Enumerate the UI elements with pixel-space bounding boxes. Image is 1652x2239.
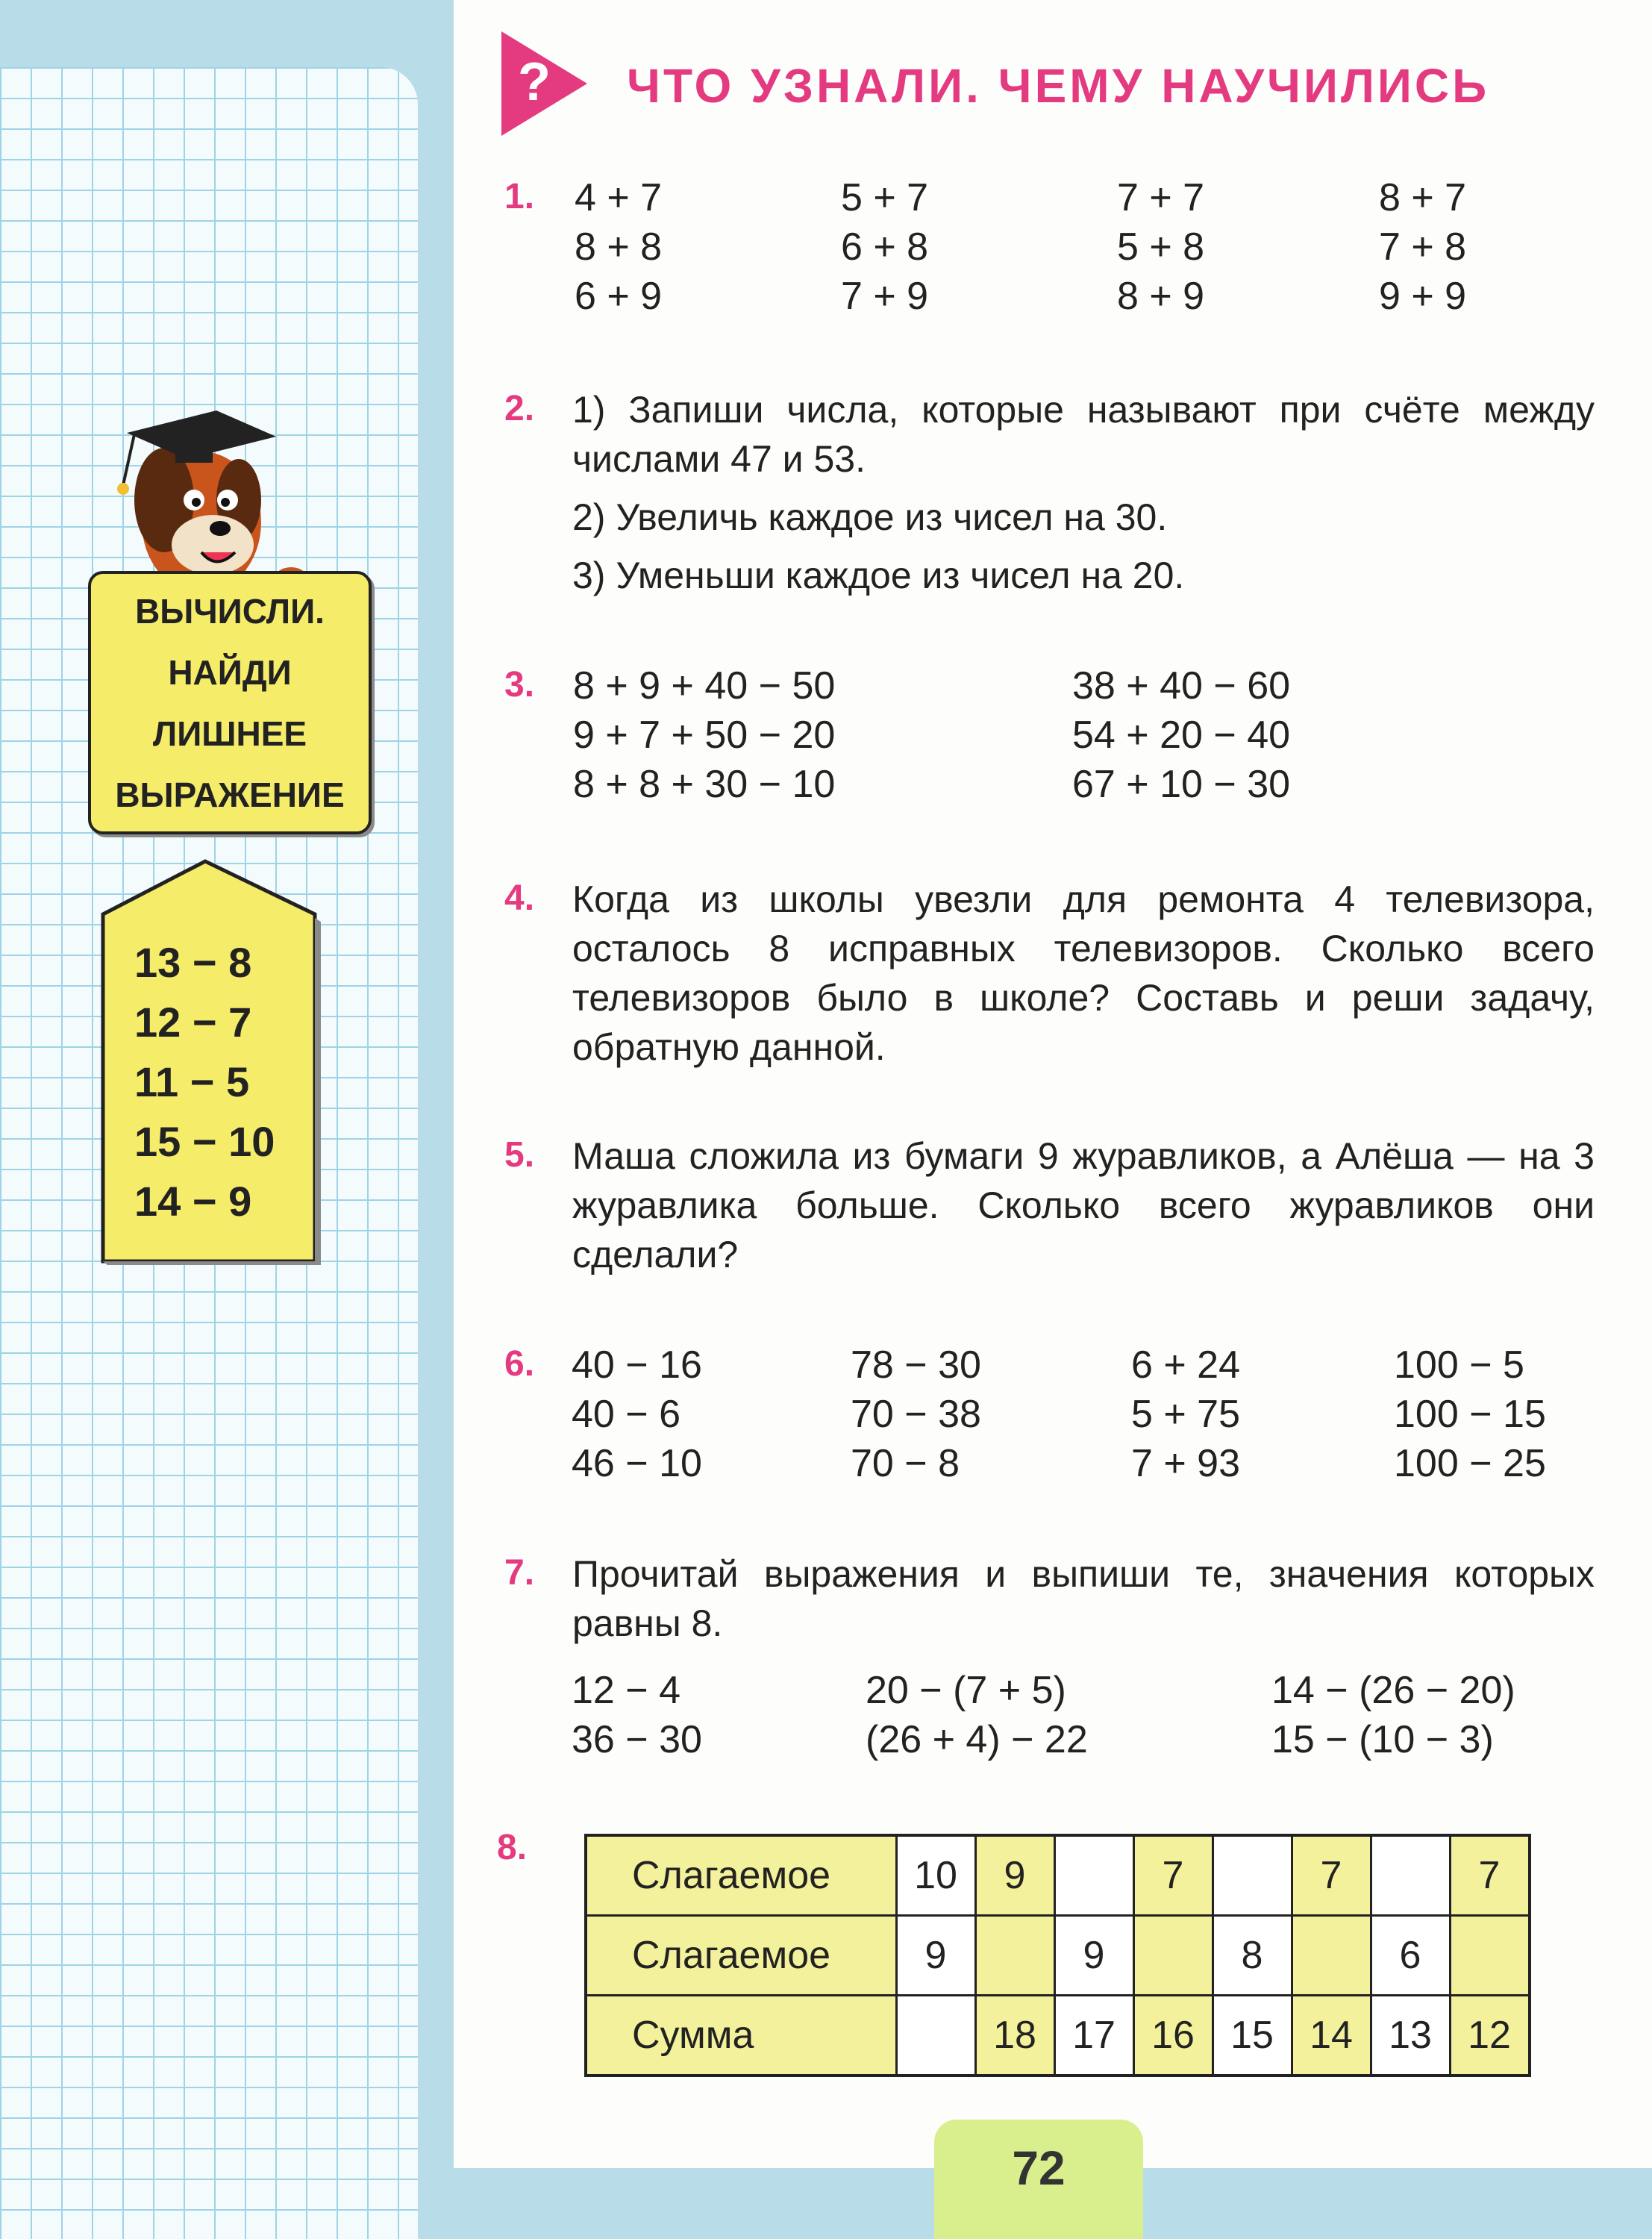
page-number: 72 — [934, 2120, 1143, 2239]
table-cell: 7 — [1133, 1835, 1213, 1916]
expression: 36 − 30 — [572, 1718, 702, 1761]
expression: 14 − (26 − 20) — [1271, 1669, 1515, 1712]
expression: 67 + 10 − 30 — [1072, 763, 1291, 806]
row-label: Слагаемое — [586, 1835, 896, 1916]
table-cell: 9 — [896, 1916, 975, 1996]
row-label: Слагаемое — [586, 1916, 896, 1996]
expression: 6 + 24 — [1131, 1343, 1241, 1387]
table-row — [586, 1835, 1530, 1916]
task7-column — [1271, 1666, 1515, 1764]
table-cell — [1054, 1835, 1133, 1916]
expression: 5 + 8 — [1117, 225, 1205, 269]
expression: 15 − (10 − 3) — [1271, 1718, 1494, 1761]
expression: 46 − 10 — [572, 1442, 702, 1485]
task3-column — [573, 661, 835, 809]
addends-sum-table — [584, 1834, 1531, 2077]
expression: 6 + 9 — [575, 275, 663, 318]
table-row — [586, 1996, 1530, 2076]
task-number: 3. — [504, 665, 535, 705]
sign-line: ВЫРАЖЕНИЕ — [115, 775, 345, 814]
task-number: 7. — [504, 1553, 535, 1593]
expression: 40 − 6 — [572, 1393, 681, 1436]
expression: 4 + 7 — [575, 176, 663, 219]
svg-text:?: ? — [518, 52, 551, 112]
task-number: 5. — [504, 1135, 535, 1175]
expression: 100 − 15 — [1394, 1393, 1546, 1436]
expression: 9 + 9 — [1379, 275, 1467, 318]
task-number: 4. — [504, 878, 535, 918]
table-cell: 16 — [1133, 1996, 1213, 2076]
expression: 100 − 25 — [1394, 1442, 1546, 1485]
task-line: 2) Увеличь каждое из чисел на 30. — [572, 496, 1168, 538]
table-cell: 7 — [1450, 1835, 1530, 1916]
task-number: 2. — [504, 389, 535, 428]
task2-text — [572, 385, 1595, 609]
task4-text: Когда из школы увезли для ремонта 4 телевизора, осталось 8 исправных телевизоров. Сколько всего телевизоров было в школе? Составь и реши задачу, обратную данной. — [572, 878, 1595, 1068]
sign-line: НАЙДИ — [168, 652, 292, 692]
task3-column — [1072, 661, 1290, 809]
expression: 8 + 7 — [1379, 176, 1467, 219]
table-cell: 17 — [1054, 1996, 1133, 2076]
task1-column — [1379, 173, 1466, 321]
expression: 8 + 9 — [1117, 275, 1205, 318]
table-cell — [1213, 1835, 1292, 1916]
expression: 8 + 8 — [575, 225, 663, 269]
expression: 20 − (7 + 5) — [866, 1669, 1066, 1712]
expression: 9 + 7 + 50 − 20 — [573, 713, 836, 757]
task6-column — [1131, 1340, 1240, 1488]
table-cell: 13 — [1371, 1996, 1450, 2076]
task6-column — [572, 1340, 702, 1488]
house-expression: 15 − 10 — [134, 1118, 275, 1165]
table-cell: 7 — [1292, 1835, 1371, 1916]
task1-column — [575, 173, 662, 321]
expression: 6 + 8 — [841, 225, 929, 269]
task6-column — [1394, 1340, 1546, 1488]
expression: 8 + 9 + 40 − 50 — [573, 664, 836, 708]
expression: 78 − 30 — [851, 1343, 981, 1387]
row-label: Сумма — [586, 1996, 896, 2076]
expression: 100 − 5 — [1394, 1343, 1524, 1387]
house-expressions — [134, 933, 275, 1231]
task-number: 8. — [497, 1828, 528, 1867]
expression: 38 + 40 − 60 — [1072, 664, 1291, 708]
table-cell: 14 — [1292, 1996, 1371, 2076]
table-cell: 9 — [1054, 1916, 1133, 1996]
house-expression: 14 − 9 — [134, 1178, 252, 1225]
expression: 7 + 7 — [1117, 176, 1205, 219]
sign-line: ВЫЧИСЛИ. — [135, 591, 325, 631]
task-number: 1. — [504, 177, 535, 216]
sign-line: ЛИШНЕЕ — [152, 713, 307, 753]
table-cell — [1133, 1916, 1213, 1996]
task1-column — [841, 173, 928, 321]
table-cell — [1450, 1916, 1530, 1996]
table-cell — [975, 1916, 1054, 1996]
table-cell: 6 — [1371, 1916, 1450, 1996]
expression: 70 − 38 — [851, 1393, 981, 1436]
expression: (26 + 4) − 22 — [866, 1718, 1088, 1761]
task-number: 6. — [504, 1344, 535, 1384]
table-cell — [1292, 1916, 1371, 1996]
expression: 7 + 9 — [841, 275, 929, 318]
question-flag-icon — [501, 31, 591, 136]
expression: 8 + 8 + 30 − 10 — [573, 763, 836, 806]
table-cell — [896, 1996, 975, 2076]
expression: 7 + 93 — [1131, 1442, 1241, 1485]
task-line: 3) Уменьши каждое из чисел на 20. — [572, 555, 1185, 596]
table-cell: 9 — [975, 1835, 1054, 1916]
table-cell: 8 — [1213, 1916, 1292, 1996]
page-title: ЧТО УЗНАЛИ. ЧЕМУ НАУЧИЛИСЬ — [627, 59, 1490, 113]
table-row — [586, 1916, 1530, 1996]
task7-column — [572, 1666, 702, 1764]
table-cell: 10 — [896, 1835, 975, 1916]
task6-column — [851, 1340, 981, 1488]
task5-text: Маша сложила из бумаги 9 журавликов, а Алёша — на 3 журавлика больше. Сколько всего журавликов они сделали? — [572, 1135, 1595, 1275]
expression: 5 + 7 — [841, 176, 929, 219]
expression: 54 + 20 − 40 — [1072, 713, 1291, 757]
task-line: 1) Запиши числа, которые называют при счёте между числами 47 и 53. — [572, 389, 1595, 480]
house-expression: 11 − 5 — [134, 1058, 250, 1105]
instruction-signboard — [88, 571, 372, 834]
table-cell: 12 — [1450, 1996, 1530, 2076]
table-cell: 18 — [975, 1996, 1054, 2076]
table-cell: 15 — [1213, 1996, 1292, 2076]
task1-column — [1117, 173, 1204, 321]
task7-text: Прочитай выражения и выпиши те, значения которых равны 8. — [572, 1553, 1595, 1644]
expression: 40 − 16 — [572, 1343, 702, 1387]
expression: 12 − 4 — [572, 1669, 681, 1712]
expression: 7 + 8 — [1379, 225, 1467, 269]
table-cell — [1371, 1835, 1450, 1916]
task7-column — [866, 1666, 1088, 1764]
house-expression: 12 − 7 — [134, 999, 252, 1046]
expression: 5 + 75 — [1131, 1393, 1241, 1436]
expression: 70 − 8 — [851, 1442, 960, 1485]
house-expression: 13 − 8 — [134, 939, 252, 986]
